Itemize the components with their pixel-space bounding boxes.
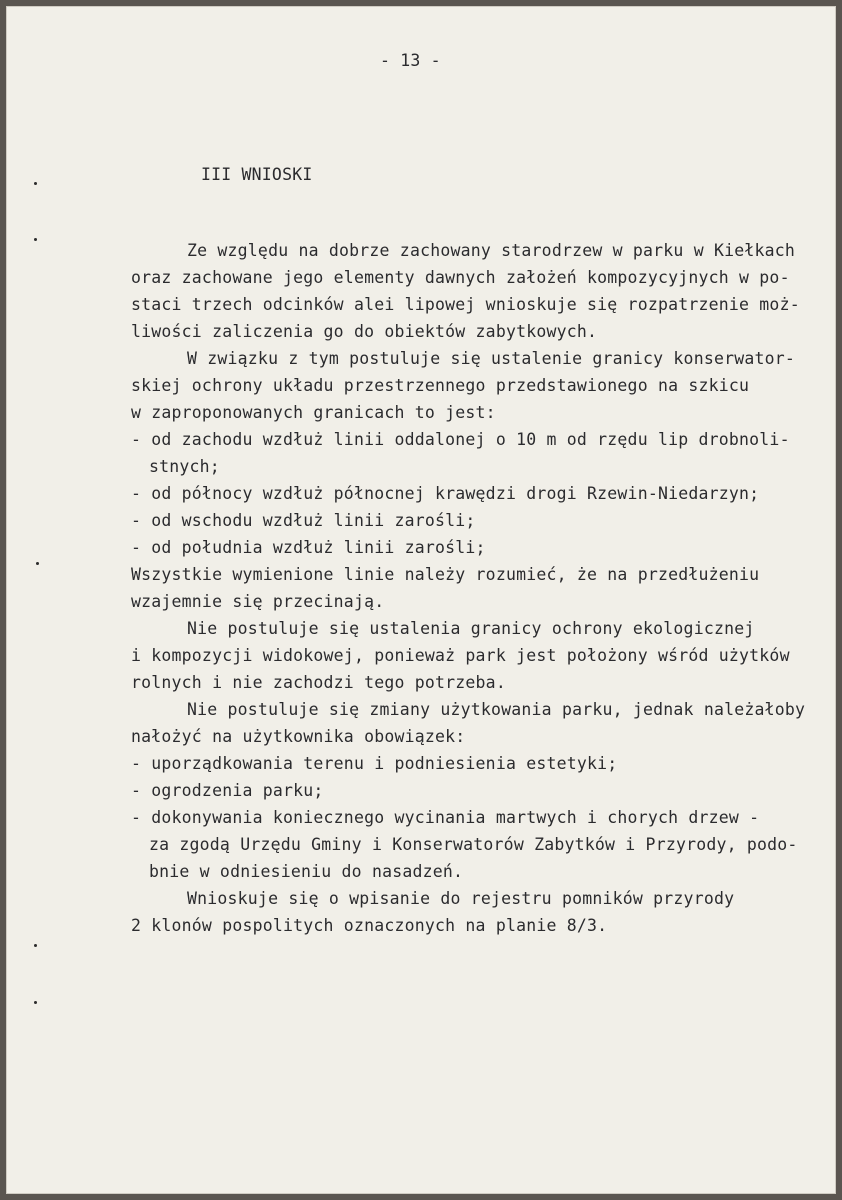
text-line: za zgodą Urzędu Gminy i Konserwatorów Zabytków i Przyrody, podo- [149, 835, 798, 854]
text-line: Wnioskuje się o wpisanie do rejestru pomników przyrody [187, 889, 735, 908]
text-line: skiej ochrony układu przestrzennego przedstawionego na szkicu [131, 376, 750, 395]
text-line: stnych; [149, 457, 220, 476]
margin-mark [34, 238, 37, 241]
text-line: 2 klonów pospolitych oznaczonych na planie 8/3. [131, 916, 608, 935]
document-page [6, 6, 836, 1194]
text-line: oraz zachowane jego elementy dawnych założeń kompozycyjnych w po- [131, 268, 790, 287]
page-number: - 13 - [380, 51, 441, 70]
margin-mark [34, 944, 37, 947]
text-line: Ze względu na dobrze zachowany starodrzew w parku w Kiełkach [187, 241, 796, 260]
list-item: - dokonywania koniecznego wycinania martwych i chorych drzew - [131, 808, 760, 827]
text-line: Nie postuluje się ustalenia granicy ochrony ekologicznej [187, 619, 755, 638]
margin-mark [34, 182, 37, 185]
text-line: i kompozycji widokowej, ponieważ park jest położony wśród użytków [131, 646, 790, 665]
text-line: Nie postuluje się zmiany użytkowania parku, jednak należałoby [187, 700, 806, 719]
text-line: nałożyć na użytkownika obowiązek: [131, 727, 466, 746]
text-line: rolnych i nie zachodzi tego potrzeba. [131, 673, 506, 692]
text-line: w zaproponowanych granicach to jest: [131, 403, 496, 422]
margin-mark [36, 562, 39, 565]
list-item: - od zachodu wzdłuż linii oddalonej o 10 m od rzędu lip drobnoli- [131, 430, 790, 449]
text-line: bnie w odniesieniu do nasadzeń. [149, 862, 464, 881]
list-item: - od wschodu wzdłuż linii zarośli; [131, 511, 476, 530]
text-line: wzajemnie się przecinają. [131, 592, 385, 611]
list-item: - ogrodzenia parku; [131, 781, 324, 800]
text-line: W związku z tym postuluje się ustalenie granicy konserwator- [187, 349, 796, 368]
list-item: - od północy wzdłuż północnej krawędzi drogi Rzewin-Niedarzyn; [131, 484, 760, 503]
list-item: - od południa wzdłuż linii zarośli; [131, 538, 486, 557]
list-item: - uporządkowania terenu i podniesienia estetyki; [131, 754, 618, 773]
text-line: staci trzech odcinków alei lipowej wnioskuje się rozpatrzenie moż- [131, 295, 800, 314]
margin-mark [34, 1001, 37, 1004]
text-line: Wszystkie wymienione linie należy rozumieć, że na przedłużeniu [131, 565, 760, 584]
text-line: liwości zaliczenia go do obiektów zabytkowych. [131, 322, 598, 341]
section-heading: III WNIOSKI [201, 165, 313, 184]
